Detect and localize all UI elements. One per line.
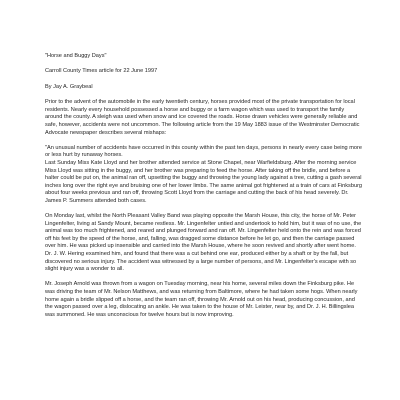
paragraph-quote-opening: "An unusual number of accidents have occurred in this county within the past ten days, persons in nearly every case being more or less hurt by runaway horses.	[45, 144, 362, 159]
paragraph-arnold-accident: Mr. Joseph Arnold was thrown from a wagon on Tuesday morning, near his home, several miles down the Finksburg pike. He was driving the team of Mr. Nelson Matthews, and was returning from Baltimore, where he had taken some hogs. When nearly home again a bridle slipped off a horse, and the team ran off, throwing Mr. Arnold out on his head, producing concussion, and the wagon passed over a leg, dislocating an ankle. He was taken to the house of Mr. Leister, near by, and Dr. J. H. Billingslea was summoned. He was unconscious for twelve hours but is now improving.	[45, 281, 358, 318]
paragraph-lingenfelter-accident: On Monday last, whilst the North Pleasant Valley Band was playing opposite the Marsh House, this city, the horse of Mr. Peter Lingenfelter, living at Sandy Mount, became restless. Mr. Lingenfelter untied and undertook to hold him, but it was of no use, the animal was too much frightened, and reared and plunged forward and ran off. Mr. Lingenfelter held onto the rein and was forced off his feet by the speed of the horse, and, falling, was dragged some distance before he let go, and then the carriage passed over him. He was picked up insensible and carried into the Marsh House, where he soon revived and shortly after went home. Dr. J. W. Hering examined him, and found that there was a cut behind one ear, produced either by a shaft or by the fall, but discovered no serious injury. The accident was witnessed by a large number of persons, and Mr. Lingenfelter's escape with so slight injury was a wonder to all.	[45, 213, 362, 273]
paragraph-lloyd-accident: Last Sunday Miss Kate Lloyd and her brother attended service at Stone Chapel, near Warfieldsburg. After the morning service Miss Lloyd was sitting in the buggy, and her brother was preparing to feed the horse. After taking off the bridle, and before a halter could be put on, the animal ran off, upsetting the buggy and throwing the young lady against a tree, cutting a gash several inches long over the right eye and bruising one of her lower limbs. The same animal got frightened at a train of cars at Finksburg about four weeks previous and ran off, throwing Scott Lloyd from the carriage and cutting the back of his head severely. Dr. James P. Summers attended both cases.	[45, 159, 363, 204]
article-byline: By Jay A. Graybeal	[45, 83, 93, 90]
article-body	[45, 53, 363, 327]
article-source: Carroll County Times article for 22 June 1997	[45, 68, 158, 75]
article-title: "Horse and Buggy Days"	[45, 53, 107, 59]
paragraph-intro: Prior to the advent of the automobile in the early twentieth century, horses provided most of the private transportation for local residents. Nearly every household possessed a horse and buggy or a farm wagon which was used to transport the family around the county. A sleigh was used when snow and ice covered the roads. Horse drawn vehicles were generally reliable and safe, however, accidents were not uncommon. The following article from the 19 May 1883 issue of the Westminster Democratic Advocate newspaper describes several mishaps:	[45, 99, 360, 136]
